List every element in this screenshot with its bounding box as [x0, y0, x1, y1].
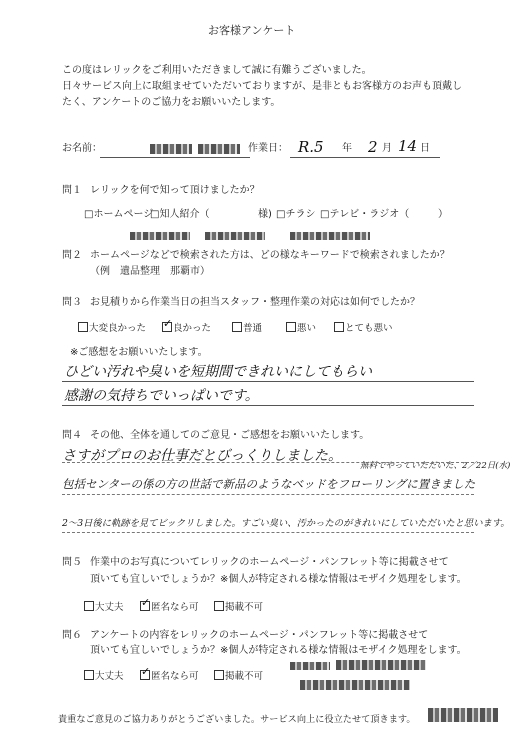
checkbox-checked[interactable]: [140, 601, 150, 611]
q1-option-flyer[interactable]: □チラシ: [276, 209, 316, 220]
checkbox-checked[interactable]: [162, 322, 172, 332]
name-redaction: [198, 144, 240, 154]
q1-label: 問１: [62, 185, 82, 196]
year-unit: 年: [342, 143, 352, 154]
q1-option-referral-suffix: 様): [258, 209, 272, 220]
q6-signature-redaction: [336, 660, 426, 670]
intro-line-1: この度はレリックをご利用いただきまして誠に有難うございました。: [62, 65, 372, 76]
q5-option-no[interactable]: 掲載不可: [214, 601, 263, 614]
name-label: お名前：: [62, 143, 102, 154]
footer-redaction: [428, 708, 498, 722]
q6-option-ok[interactable]: 大丈夫: [84, 670, 124, 683]
q5-text-1: 作業中のお写真についてレリックのホームページ・パンフレット等に掲載させて: [90, 557, 449, 568]
checkbox-checked[interactable]: [140, 670, 150, 680]
q3-option-very-bad[interactable]: とても悪い: [334, 322, 393, 335]
q1-answer-redaction: [290, 232, 370, 240]
checkbox[interactable]: [214, 670, 224, 680]
q4-answer-underline-1: [62, 462, 474, 463]
intro-line-2: 日々サービス向上に取組ませていただいておりますが、是非ともお客様方のお声も頂戴し: [62, 81, 462, 92]
q6-option-no[interactable]: 掲載不可: [214, 670, 263, 683]
q1-option-referral[interactable]: □知人紹介（: [150, 209, 210, 220]
q2-text: ホームページなどで検索された方は、どの様なキーワードで検索されましたか？: [90, 250, 450, 261]
q3-answer-underline-1: [62, 381, 474, 382]
q3-note: ※ご感想をお願いいたします。: [70, 347, 208, 358]
q5-text-2: 頂いても宜しいでしょうか？※個人が特定される様な情報はモザイク処理をします。: [90, 574, 467, 585]
q3-text: お見積りから作業当日の担当スタッフ・整理作業の対応は如何でしたか？: [90, 297, 420, 308]
q1-text: レリックを何で知って頂けましたか？: [90, 185, 260, 196]
q4-answer-underline-3: [62, 532, 474, 533]
q1-option-homepage[interactable]: □ホームページ: [84, 209, 154, 220]
date-month: 2: [368, 138, 378, 156]
q6-text-2: 頂いても宜しいでしょうか？※個人が特定される様な情報はモザイク処理をします。: [90, 645, 467, 656]
checkbox[interactable]: [286, 322, 296, 332]
q3-option-very-good[interactable]: 大変良かった: [78, 322, 146, 335]
checkbox[interactable]: [84, 601, 94, 611]
q5-label: 問５: [62, 557, 82, 568]
checkbox[interactable]: [84, 670, 94, 680]
q4-answer-line-1: さすがプロのお仕事だとびっくりしました。: [62, 448, 342, 464]
name-underline: [100, 157, 250, 158]
q4-answer-underline-2: [62, 494, 474, 495]
date-label: 作業日：: [248, 143, 288, 154]
footer-message: 貴重なご意見のご協力ありがとうございました。サービス向上に役立たせて頂きます。: [58, 714, 416, 725]
q1-option-close: ）: [438, 209, 448, 220]
q5-option-ok[interactable]: 大丈夫: [84, 601, 124, 614]
month-unit: 月: [382, 143, 392, 154]
q3-option-normal[interactable]: 普通: [232, 322, 262, 335]
q6-signature-redaction: [290, 662, 330, 670]
q3-answer-line-1: ひどい汚れや臭いを短期間できれいにしてもらい: [64, 364, 372, 380]
q4-text: その他、全体を通してのご意見・ご感想をお願いいたします。: [90, 430, 370, 441]
q3-answer-underline-2: [62, 405, 474, 406]
q1-option-tv-radio[interactable]: □テレビ・ラジオ（: [320, 209, 410, 220]
q3-option-good[interactable]: ✓ 良かった: [162, 322, 211, 335]
date-underline: [290, 157, 440, 158]
day-unit: 日: [420, 143, 430, 154]
q3-label: 問３: [62, 297, 82, 308]
q6-text-1: アンケートの内容をレリックのホームページ・パンフレット等に掲載させて: [90, 630, 429, 641]
q4-label: 問４: [62, 430, 82, 441]
q6-label: 問６: [62, 630, 82, 641]
q1-answer-redaction: [205, 232, 265, 240]
name-redaction: [150, 144, 192, 154]
checkbox[interactable]: [232, 322, 242, 332]
intro-line-3: たく、アンケートのご協力をお願いいたします。: [62, 97, 281, 108]
q4-answer-insert: 無料でやっていただいた、2／22日(水): [360, 461, 511, 471]
date-day: 14: [398, 137, 418, 155]
q2-example: （例 遺品整理 那覇市）: [90, 266, 210, 277]
checkbox[interactable]: [78, 322, 88, 332]
q3-option-bad[interactable]: 悪い: [286, 322, 316, 335]
checkbox[interactable]: [214, 601, 224, 611]
q5-option-anonymous[interactable]: ✓ 匿名なら可: [140, 601, 199, 614]
q6-signature-redaction: [300, 680, 410, 690]
q6-option-anonymous[interactable]: ✓ 匿名なら可: [140, 670, 199, 683]
date-era: R.5: [298, 138, 324, 156]
q4-answer-line-2: 包括センターの係の方の世話で新品のようなベッドをフローリングに置きました: [62, 477, 476, 491]
page-title: お客様アンケート: [208, 24, 296, 37]
q4-answer-line-3: 2〜3日後に軌跡を見てビックリしました。すごい臭い、汚かったのがきれいにしていただいたと思います。: [62, 518, 510, 529]
q2-label: 問２: [62, 250, 82, 261]
q1-answer-redaction: [130, 232, 190, 240]
q3-answer-line-2: 感謝の気持ちでいっぱいです。: [64, 388, 259, 404]
checkbox[interactable]: [334, 322, 344, 332]
